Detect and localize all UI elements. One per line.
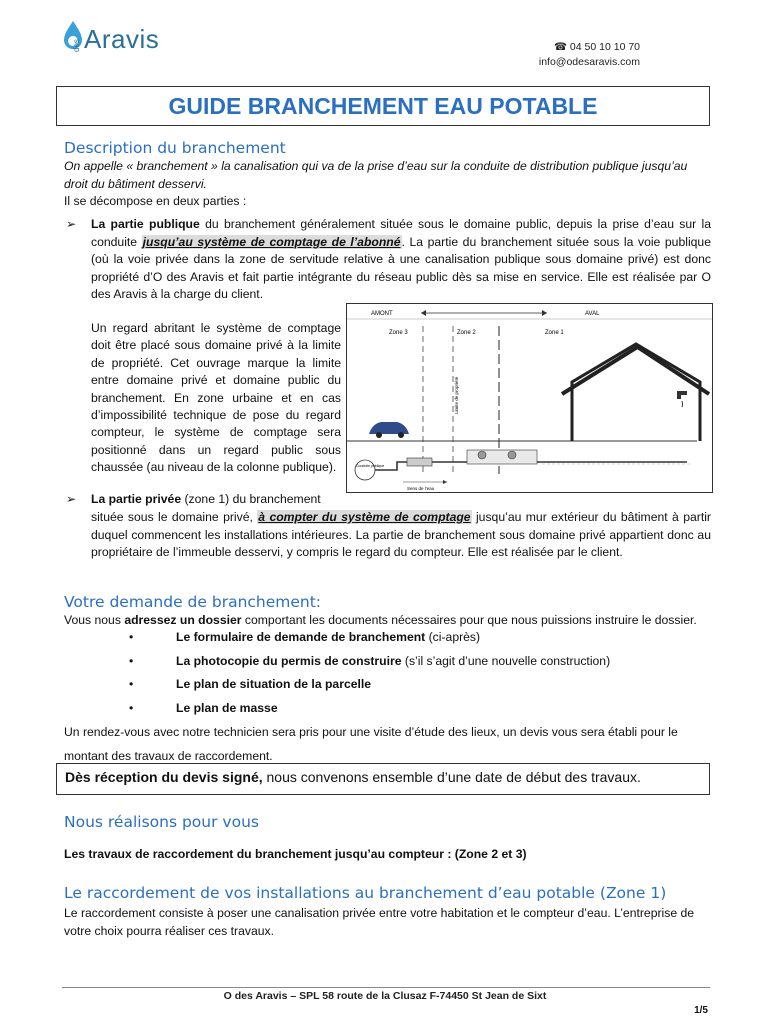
page-title: GUIDE BRANCHEMENT EAU POTABLE — [168, 93, 598, 119]
arrow-right-icon — [542, 310, 547, 316]
arrow-bullet-icon: ➢ — [66, 217, 77, 231]
raccordement-text: Le raccordement consiste à poser une canalisation privée entre votre habitation et le compteur d’eau. L’entreprise de votre choix pourra réaliser ces travaux. — [64, 906, 695, 938]
devis-bold: Dès réception du devis signé, — [65, 769, 263, 785]
bullet-dot-icon: • — [129, 677, 134, 691]
demande-intro-bold: adressez un dossier — [124, 613, 242, 627]
private-part-text-3: jusqu’au mur extérieur du bâtiment à partir duquel commencent les installations intérieures. La partie de branchement sous domaine privé appartient donc au propriétaire de l’immeuble desservi, y compris le regard du compteur. Elle est réalisée par le client. — [91, 510, 711, 560]
demande-intro-prefix: Vous nous — [64, 613, 125, 627]
public-part-label: La partie publique — [91, 217, 200, 231]
demande-intro-suffix: comportant les documents nécessaires pour que nous puissions instruire le dossier. — [241, 613, 697, 627]
public-part-paragraph — [91, 216, 711, 304]
limite-label: Limite de propriété — [454, 376, 459, 414]
zone2-label: Zone 2 — [457, 330, 476, 336]
zone1-label: Zone 1 — [545, 330, 564, 336]
logo-sub-text: des — [72, 39, 81, 52]
footer-address: O des Aravis – SPL 58 route de la Clusaz F-74450 St Jean de Sixt — [223, 990, 547, 1002]
sens-arrow-icon — [443, 480, 447, 484]
public-part-highlight: jusqu’au système de comptage de l’abonné — [142, 234, 401, 249]
list-item-rest: (s’il s’agit d’une nouvelle construction) — [401, 653, 611, 668]
section-heading-description: Description du branchement — [64, 139, 286, 157]
footer-divider — [62, 987, 710, 988]
title-box — [56, 86, 710, 126]
demande-intro — [64, 612, 697, 630]
list-item-bold: Le plan de masse — [176, 700, 278, 715]
public-part-text-2: . La partie du branchement située sous la voie publique (où la voie privée dans la zone de servitude relative à une canalisation publique sous domaine privé) est donc propriété d’O des Aravis et fait partie intégrante du réseau public dès sa mise en service. Elle est réalisée par O des Aravis à la charge du client. — [91, 234, 711, 302]
section-heading-raccordement: Le raccordement de vos installations au branchement d’eau potable (Zone 1) — [64, 884, 667, 902]
sens-label: Sens de l’eau — [407, 486, 435, 491]
aval-label: AVAL — [585, 311, 600, 317]
rdv-paragraph: Un rendez-vous avec notre technicien sera pris pour une visite d’étude des lieux, un devis vous sera établi pour le montant des travaux de raccordement. — [64, 725, 678, 763]
amont-label: AMONT — [371, 311, 393, 317]
private-part-text: (zone 1) du branchement — [181, 492, 321, 506]
list-item-bold: Le plan de situation de la parcelle — [176, 677, 372, 691]
devis-text — [65, 769, 641, 787]
phone-number: ☎ 04 50 10 10 70 — [553, 41, 640, 53]
arrow-left-icon — [421, 310, 426, 316]
list-item-bold: La photocopie du permis de construire — [176, 653, 402, 668]
section-heading-demande: Votre demande de branchement: — [64, 593, 322, 611]
bullet-dot-icon: • — [129, 700, 134, 715]
branchement-diagram — [346, 303, 713, 493]
contact-block — [539, 40, 640, 70]
logo-text: Aravis — [84, 24, 160, 54]
intro-paragraph: On appelle « branchement » la canalisation qui va de la prise d’eau sur la conduite de distribution publique jusqu’au droit du bâtiment desservi. — [64, 159, 688, 191]
private-part-text-2: située sous le domaine privé, — [91, 510, 258, 524]
two-parts-text: Il se décompose en deux parties : — [64, 194, 247, 208]
realisons-text: Les travaux de raccordement du branchement jusqu’au compteur : (Zone 2 et 3) — [64, 847, 527, 861]
conduite-label: Conduite publique — [356, 464, 385, 468]
tap-icon — [677, 391, 687, 399]
private-part-highlight: à compter du système de comptage — [258, 510, 471, 524]
bullet-dot-icon: • — [129, 653, 134, 668]
private-part-line1 — [91, 491, 321, 509]
branchement-diagram-svg — [347, 304, 712, 492]
section-heading-realisons: Nous réalisons pour vous — [64, 813, 259, 831]
conduite-pipe-icon — [355, 460, 375, 480]
meter-box-icon — [467, 450, 537, 464]
arrow-bullet-icon: ➢ — [66, 492, 77, 506]
private-part-paragraph — [91, 509, 711, 562]
devis-rest: nous convenons ensemble d’une date de début des travaux. — [262, 769, 641, 785]
private-part-label: La partie privée — [91, 492, 182, 506]
email-address[interactable]: info@odesaravis.com — [538, 56, 640, 68]
regard-paragraph: Un regard abritant le système de comptage doit être placé sous domaine privé à la limite de propriété. Cet ouvrage marque la limite entre domaine privé et domaine public du branchement. En zone urbaine et en cas d’impossibilité technique de pose du regard compteur, le système de comptage sera positionné dans un regard public sous chaussée (au niveau de la colonne publique). — [91, 321, 341, 475]
devis-box — [56, 763, 710, 795]
car-icon — [369, 422, 409, 438]
list-item-rest: (ci-après) — [425, 630, 481, 644]
bullet-dot-icon: • — [129, 630, 134, 644]
page-number: 1/5 — [694, 1005, 708, 1016]
public-part-text: du branchement généralement située sous le domaine public, depuis la prise d’eau sur la conduite — [91, 217, 711, 249]
zone3-label: Zone 3 — [389, 330, 408, 336]
list-item-bold: Le formulaire de demande de branchement — [176, 630, 426, 644]
